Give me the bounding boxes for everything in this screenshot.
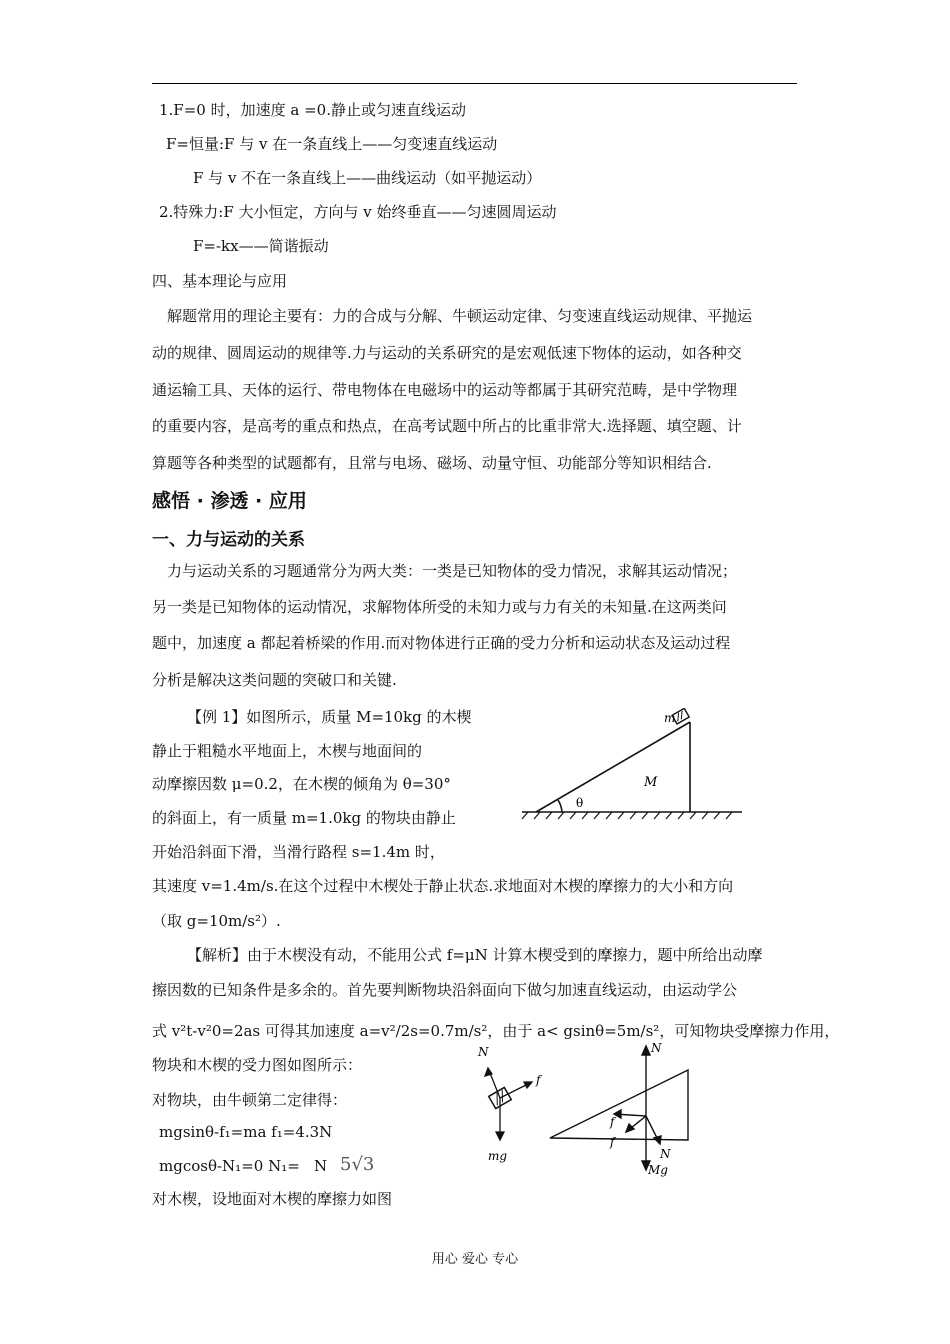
example-line: （取 g=10m/s²）. [152, 912, 281, 930]
fig3-label-Mg: Mg [648, 1163, 668, 1177]
analysis-line: 【解析】由于木楔没有动，不能用公式 f=μN 计算木楔受到的摩擦力，题中所给出动摩 [187, 946, 763, 964]
intro-para-line: 分析是解决这类问题的突破口和关键. [152, 671, 397, 689]
example-line: 动摩擦因数 μ=0.2，在木楔的倾角为 θ=30° [152, 775, 451, 793]
example-line: 静止于粗糙水平地面上，木楔与地面间的 [152, 742, 423, 760]
case-line-2: F=恒量:F 与 v 在一条直线上——匀变速直线运动 [166, 135, 498, 153]
fig3-label-N1-prime: N [660, 1147, 671, 1161]
section4-para-line: 的重要内容，是高考的重点和热点，在高考试题中所占的比重非常大.选择题、填空题、计 [152, 417, 742, 435]
example-line: 其速度 v=1.4m/s.在这个过程中木楔处于静止状态.求地面对木楔的摩擦力的大小和方向 [152, 877, 734, 895]
analysis-line: 对木楔，设地面对木楔的摩擦力如图 [152, 1190, 393, 1208]
intro-para-line: 题中，加速度 a 都起着桥梁的作用.而对物体进行正确的受力分析和运动状态及运动过程 [152, 634, 731, 652]
example-line: 【例 1】如图所示，质量 M=10kg 的木楔 [187, 708, 472, 726]
fig2-label-f1: f [536, 1073, 541, 1087]
analysis-line: 擦因数的已知条件是多余的。首先要判断物块沿斜面向下做匀加速直线运动，由运动学公 [152, 981, 738, 999]
section4-title: 四、基本理论与应用 [152, 272, 288, 290]
fig3-label-f1-prime: f [610, 1135, 615, 1149]
case-line-3: F 与 v 不在一条直线上——曲线运动（如平抛运动） [193, 169, 542, 187]
example-line: 开始沿斜面下滑，当滑行路程 s=1.4m 时， [152, 843, 445, 861]
fig1-label-M: M [644, 775, 658, 790]
page-footer: 用心 爱心 专心 [431, 1252, 519, 1267]
heading-main: 感悟 · 渗透 · 应用 [152, 490, 307, 512]
header-rule [152, 83, 797, 84]
fig2-label-mg: mg [488, 1149, 508, 1163]
n1-unit: N [314, 1157, 328, 1175]
fig3-label-f1: f [610, 1115, 615, 1129]
analysis-line: 物块和木楔的受力图如图所示： [152, 1056, 363, 1074]
section4-para-line: 通运输工具、天体的运行、带电物体在电磁场中的运动等都属于其研究范畴，是中学物理 [152, 381, 738, 399]
fig2-label-N1: N [478, 1045, 489, 1059]
intro-para-line: 力与运动关系的习题通常分为两大类：一类是已知物体的受力情况，求解其运动情况； [167, 562, 738, 580]
fig1-label-theta: θ [576, 796, 584, 810]
equation-line: mgcosθ-N₁=0 N₁= [159, 1157, 300, 1175]
analysis-line: 对物块，由牛顿第二定律得： [152, 1091, 348, 1109]
fig1-label-m: m [664, 711, 676, 725]
force-diagram [470, 1040, 720, 1178]
section4-para-line: 算题等各种类型的试题都有，且常与电场、磁场、动量守恒、功能部分等知识相结合. [152, 454, 712, 472]
section4-para-line: 动的规律、圆周运动的规律等.力与运动的关系研究的是宏观低速下物体的运动，如各种交 [152, 344, 742, 362]
case-line-1: 1.F=0 时，加速度 a =0.静止或匀速直线运动 [159, 101, 466, 119]
fig3-label-N: N [651, 1041, 662, 1055]
analysis-line: 式 v²t-v²0=2as 可得其加速度 a=v²/2s=0.7m/s²，由于 a< gsinθ=5m/s²，可知物块受摩擦力作用， [152, 1022, 840, 1040]
heading-sub: 一、力与运动的关系 [152, 530, 305, 550]
section4-para-line: 解题常用的理论主要有：力的合成与分解、牛顿运动定律、匀变速直线运动规律、平抛运 [167, 307, 753, 325]
case-line-5: F=-kx——简谐振动 [193, 237, 329, 255]
wedge-figure [518, 708, 746, 826]
case-line-4: 2.特殊力:F 大小恒定，方向与 v 始终垂直——匀速圆周运动 [159, 203, 557, 221]
example-line: 的斜面上，有一质量 m=1.0kg 的物块由静止 [152, 809, 456, 827]
n1-value: 5√3 [340, 1154, 375, 1175]
equation-line: mgsinθ-f₁=ma f₁=4.3N [159, 1123, 333, 1141]
intro-para-line: 另一类是已知物体的运动情况，求解物体所受的未知力或与力有关的未知量.在这两类问 [152, 598, 727, 616]
